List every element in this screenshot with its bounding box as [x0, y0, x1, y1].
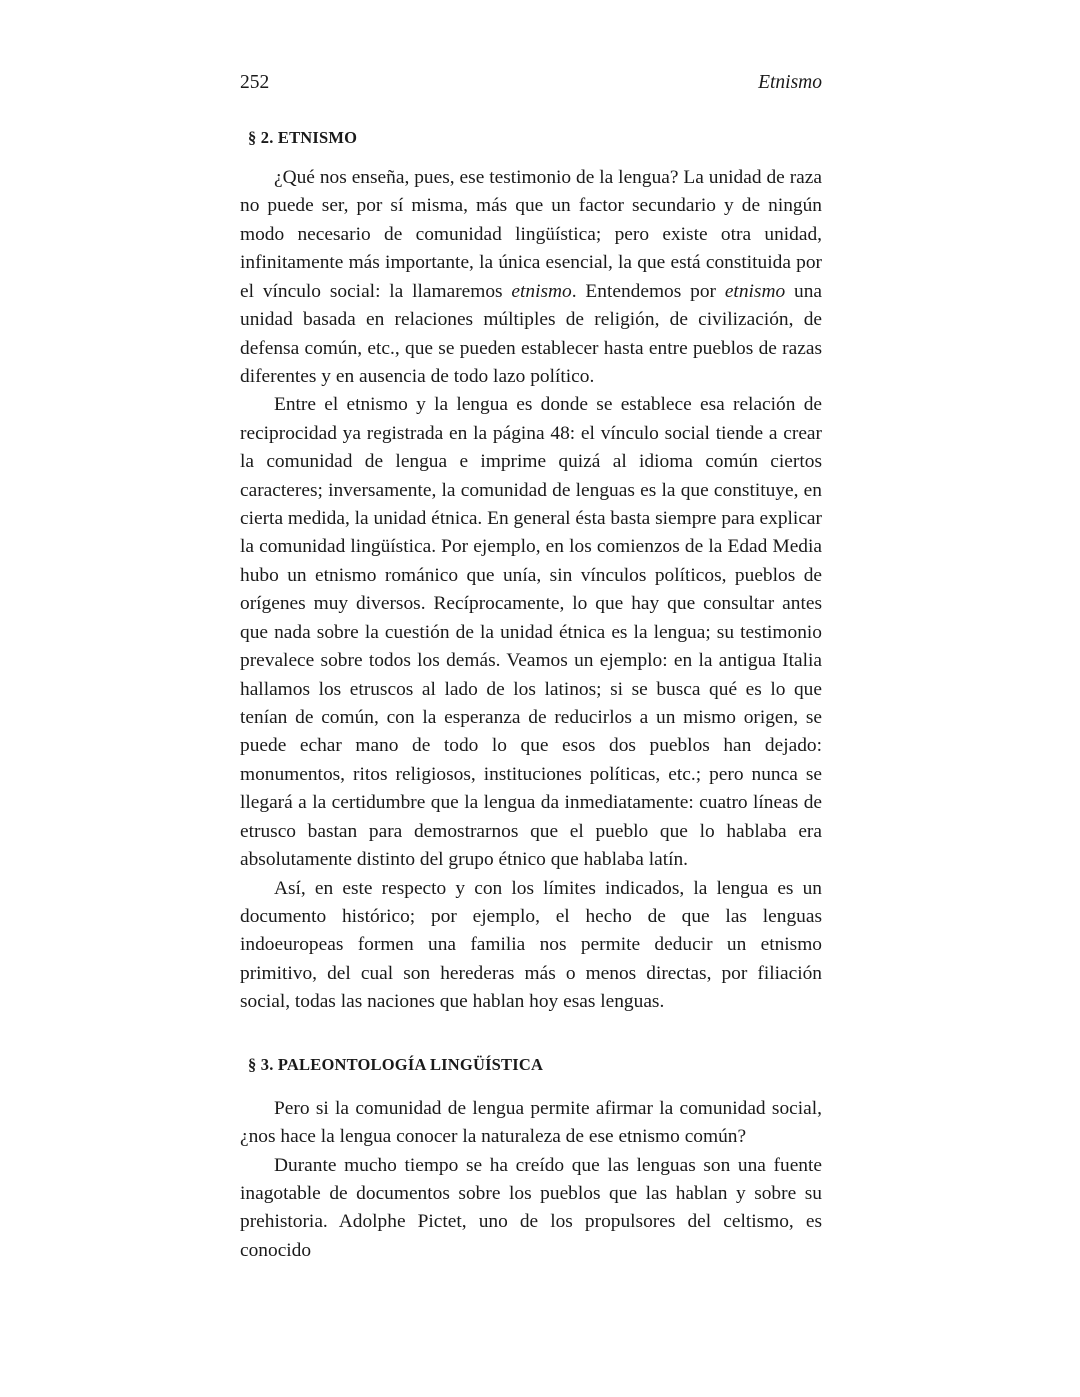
section-heading-etnismo: § 2. ETNISMO: [248, 128, 358, 147]
paragraph-text-part: Pero si la comunidad de lengua permite afirmar la comunidad social, ¿nos hace la lengua conocer la naturaleza de ese etnismo común?: [240, 1097, 822, 1148]
paragraph: [240, 391, 822, 874]
paragraph: [240, 1152, 822, 1266]
paragraph: [240, 164, 822, 391]
paragraph-text-part: Durante mucho tiempo se ha creído que las lenguas son una fuente inagotable de documentos sobre los pueblos que las hablan y sobre su prehistoria. Adolphe Pictet, uno de los propulsores del celtismo, es conocido: [240, 1154, 822, 1261]
page-number: 252: [240, 72, 270, 93]
section-heading-paleontologia: § 3. PALEONTOLOGÍA LINGÜÍSTICA: [248, 1054, 544, 1074]
paragraph-text-part: ¿Qué nos enseña, pues, ese testimonio de la lengua? La unidad de raza no puede ser, por sí misma, más que un factor secundario y de ningún modo necesario de comunidad lingüística; pero existe otra unidad, infinitamente más importante, la única esencial, la que está constituida por el vínculo social: la llamaremos etnismo. Entendemos por etnismo una unidad basada en relaciones múltiples de religión, de civilización, de defensa común, etc., que se pueden establecer hasta entre pueblos de razas diferentes y en ausencia de todo lazo político.: [240, 167, 822, 387]
page-content: [240, 72, 822, 1265]
running-header: [240, 72, 822, 94]
running-title: Etnismo: [758, 72, 822, 93]
paragraph: [240, 1095, 822, 1152]
paragraph-text-part: Así, en este respecto y con los límites indicados, la lengua es un documento histórico; por ejemplo, el hecho de que las lenguas indoeuropeas formen una familia nos permite deducir un etnismo primitivo, del cual son herederas más o menos directas, por filiación social, todas las naciones que hablan hoy esas lenguas.: [240, 877, 822, 1013]
paragraph: [240, 875, 822, 1017]
paragraph-text-part: Entre el etnismo y la lengua es donde se establece esa relación de reciprocidad ya registrada en la página 48: el vínculo social tiende a crear la comunidad de lengua e imprime quizá al idioma común ciertos caracteres; inversamente, la comunidad de lenguas es la que constituye, en cierta medida, la unidad étnica. En general ésta basta siempre para explicar la comunidad lingüística. Por ejemplo, en los comienzos de la Edad Media hubo un etnismo románico que unía, sin vínculos políticos, pueblos de orígenes muy diversos. Recíprocamente, lo que hay que consultar antes que nada sobre la cuestión de la unidad étnica es la lengua; su testimonio prevalece sobre todos los demás. Veamos un ejemplo: en la antigua Italia hallamos los etruscos al lado de los latinos; si se busca qué es lo que tenían de común, con la esperanza de reducirlos a un mismo origen, se puede echar mano de todo lo que esos dos pueblos han dejado: monumentos, ritos religiosos, instituciones políticas, etc.; pero nunca se llegará a la certidumbre que la lengua da inmediatamente: cuatro líneas de etrusco bastan para demostrarnos que el pueblo que lo hablaba era absolutamente distinto del grupo étnico que hablaba latín.: [240, 394, 822, 871]
